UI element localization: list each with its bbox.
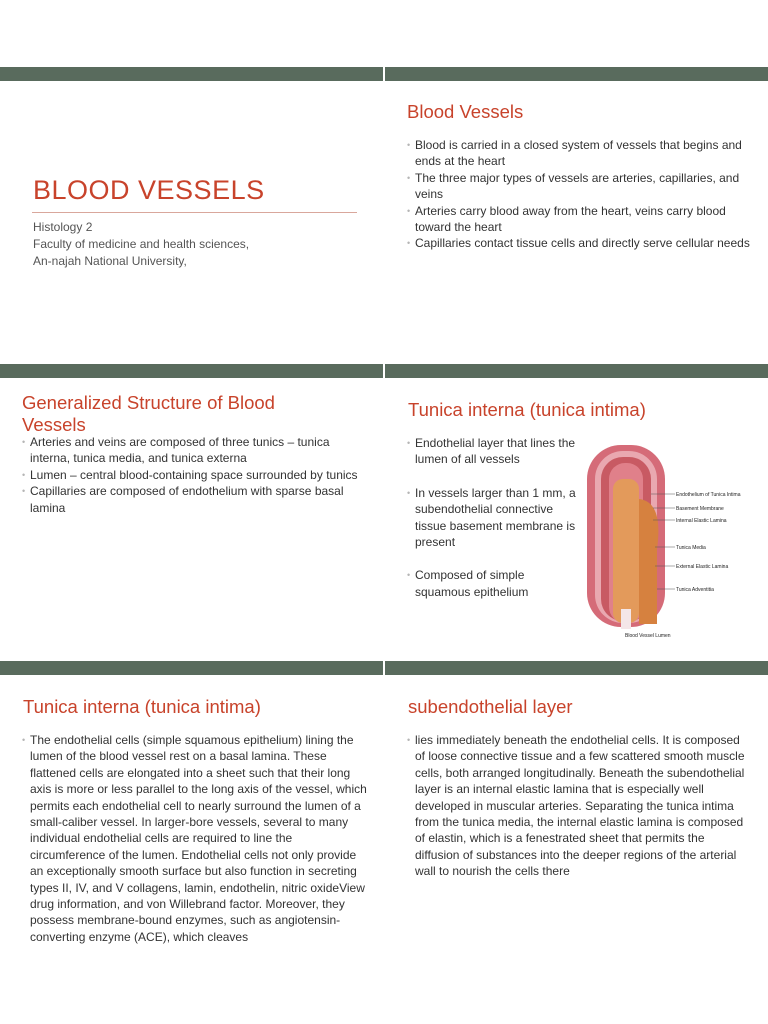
diagram-label: Tunica Media [676,545,706,551]
title-divider [32,212,357,213]
slide-generalized-structure [0,364,383,639]
bullet-list [407,435,577,600]
bullet-list [407,137,752,252]
slide-header-bar [385,67,768,81]
bullet-item: • lies immediately beneath the endothelial cells. It is composed of loose connective tissue and a few scattered smooth muscle cells, both arranged longitudinally. Beneath the subendothelial layer is an internal elastic lamina that is especially well developed in muscular arteries. Separating the tunica intima from the tunica media, the internal elastic lamina is composed of elastin, which is a fenestrated sheet that permits the diffusion of substances into the deeper regions of the arterial wall to nourish the cells there [407,732,752,880]
diagram-label: Basement Membrane [676,506,724,512]
subtitle-line: Histology 2 [33,220,93,234]
bullet-list [407,732,752,880]
lumen-opening [621,609,631,629]
bullet-item: • Endothelial layer that lines the lumen of all vessels [407,435,577,468]
diagram-label: Blood Vessel Lumen [625,633,671,639]
bullet-item: • Arteries carry blood away from the heart, veins carry blood toward the heart [407,203,752,236]
slide-blood-vessels [385,67,768,342]
bullet-list [22,732,367,944]
slide-heading: Tunica interna (tunica intima) [408,399,646,420]
bullet-item: • The three major types of vessels are arteries, capillaries, and veins [407,170,752,203]
bullet-list [22,434,367,516]
slide-title [0,67,383,342]
bullet-item: • Capillaries contact tissue cells and directly serve cellular needs [407,235,752,251]
tunica-intima-layer [613,479,639,623]
diagram-label: External Elastic Lamina [676,564,729,570]
slide-header-bar [0,364,383,378]
cut-section-orange [639,499,658,624]
subtitle-line: An-najah National University, [33,254,187,268]
bullet-item: • Lumen – central blood-containing space surrounded by tunics [22,467,367,483]
slide-subendothelial-layer [385,661,768,936]
slide-header-bar [385,661,768,675]
bullet-item: • Composed of simple squamous epithelium [407,567,577,600]
diagram-label: Tunica Adventitia [676,587,714,593]
diagram-label: Internal Elastic Lamina [676,518,727,524]
bullet-item: • Arteries and veins are composed of three tunics – tunica interna, tunica media, and tunica externa [22,434,367,467]
slide-header-bar [385,364,768,378]
diagram-label: Endothelium of Tunica Intima [676,492,741,498]
slide-header-bar [0,661,383,675]
bullet-item: • In vessels larger than 1 mm, a subendothelial connective tissue basement membrane is present [407,485,577,551]
slide-title-heading: BLOOD VESSELS [33,175,265,205]
slide-heading: Generalized Structure of Blood Vessels [22,392,275,435]
slide-heading: Blood Vessels [407,101,524,122]
bullet-item: • Blood is carried in a closed system of vessels that begins and ends at the heart [407,137,752,170]
blood-vessel-diagram [583,439,763,639]
slide-header-bar [0,67,383,81]
slide-heading: Tunica interna (tunica intima) [23,696,261,717]
bullet-item: • The endothelial cells (simple squamous epithelium) lining the lumen of the blood vessel rest on a basal lamina. These flattened cells are elongated into a sheet such that their long axis is more or less parallel to the long axis of the vessel, which permits each endothelial cell to nearly surround the lumen of a small-caliber vessel. In larger-bore vessels, several to many individual endothelial cells are required to line the circumference of the lumen. Endothelial cells not only provide an exceptionally smooth surface but also function in secreting types II, IV, and V collagens, lamin, endothelin, nitric oxideView drug information, and von Willebrand factor. Moreover, they possess membrane-bound enzymes, such as angiotensin-converting enzyme (ACE), which cleaves [22,732,367,945]
slide-subtitle [33,219,249,270]
subtitle-line: Faculty of medicine and health sciences, [33,237,250,251]
bullet-item: • Capillaries are composed of endothelium with sparse basal lamina [22,483,367,516]
slide-tunica-interna-detail [0,661,383,944]
slide-tunica-interna-diagram [385,364,768,639]
slide-heading: subendothelial layer [408,696,573,717]
